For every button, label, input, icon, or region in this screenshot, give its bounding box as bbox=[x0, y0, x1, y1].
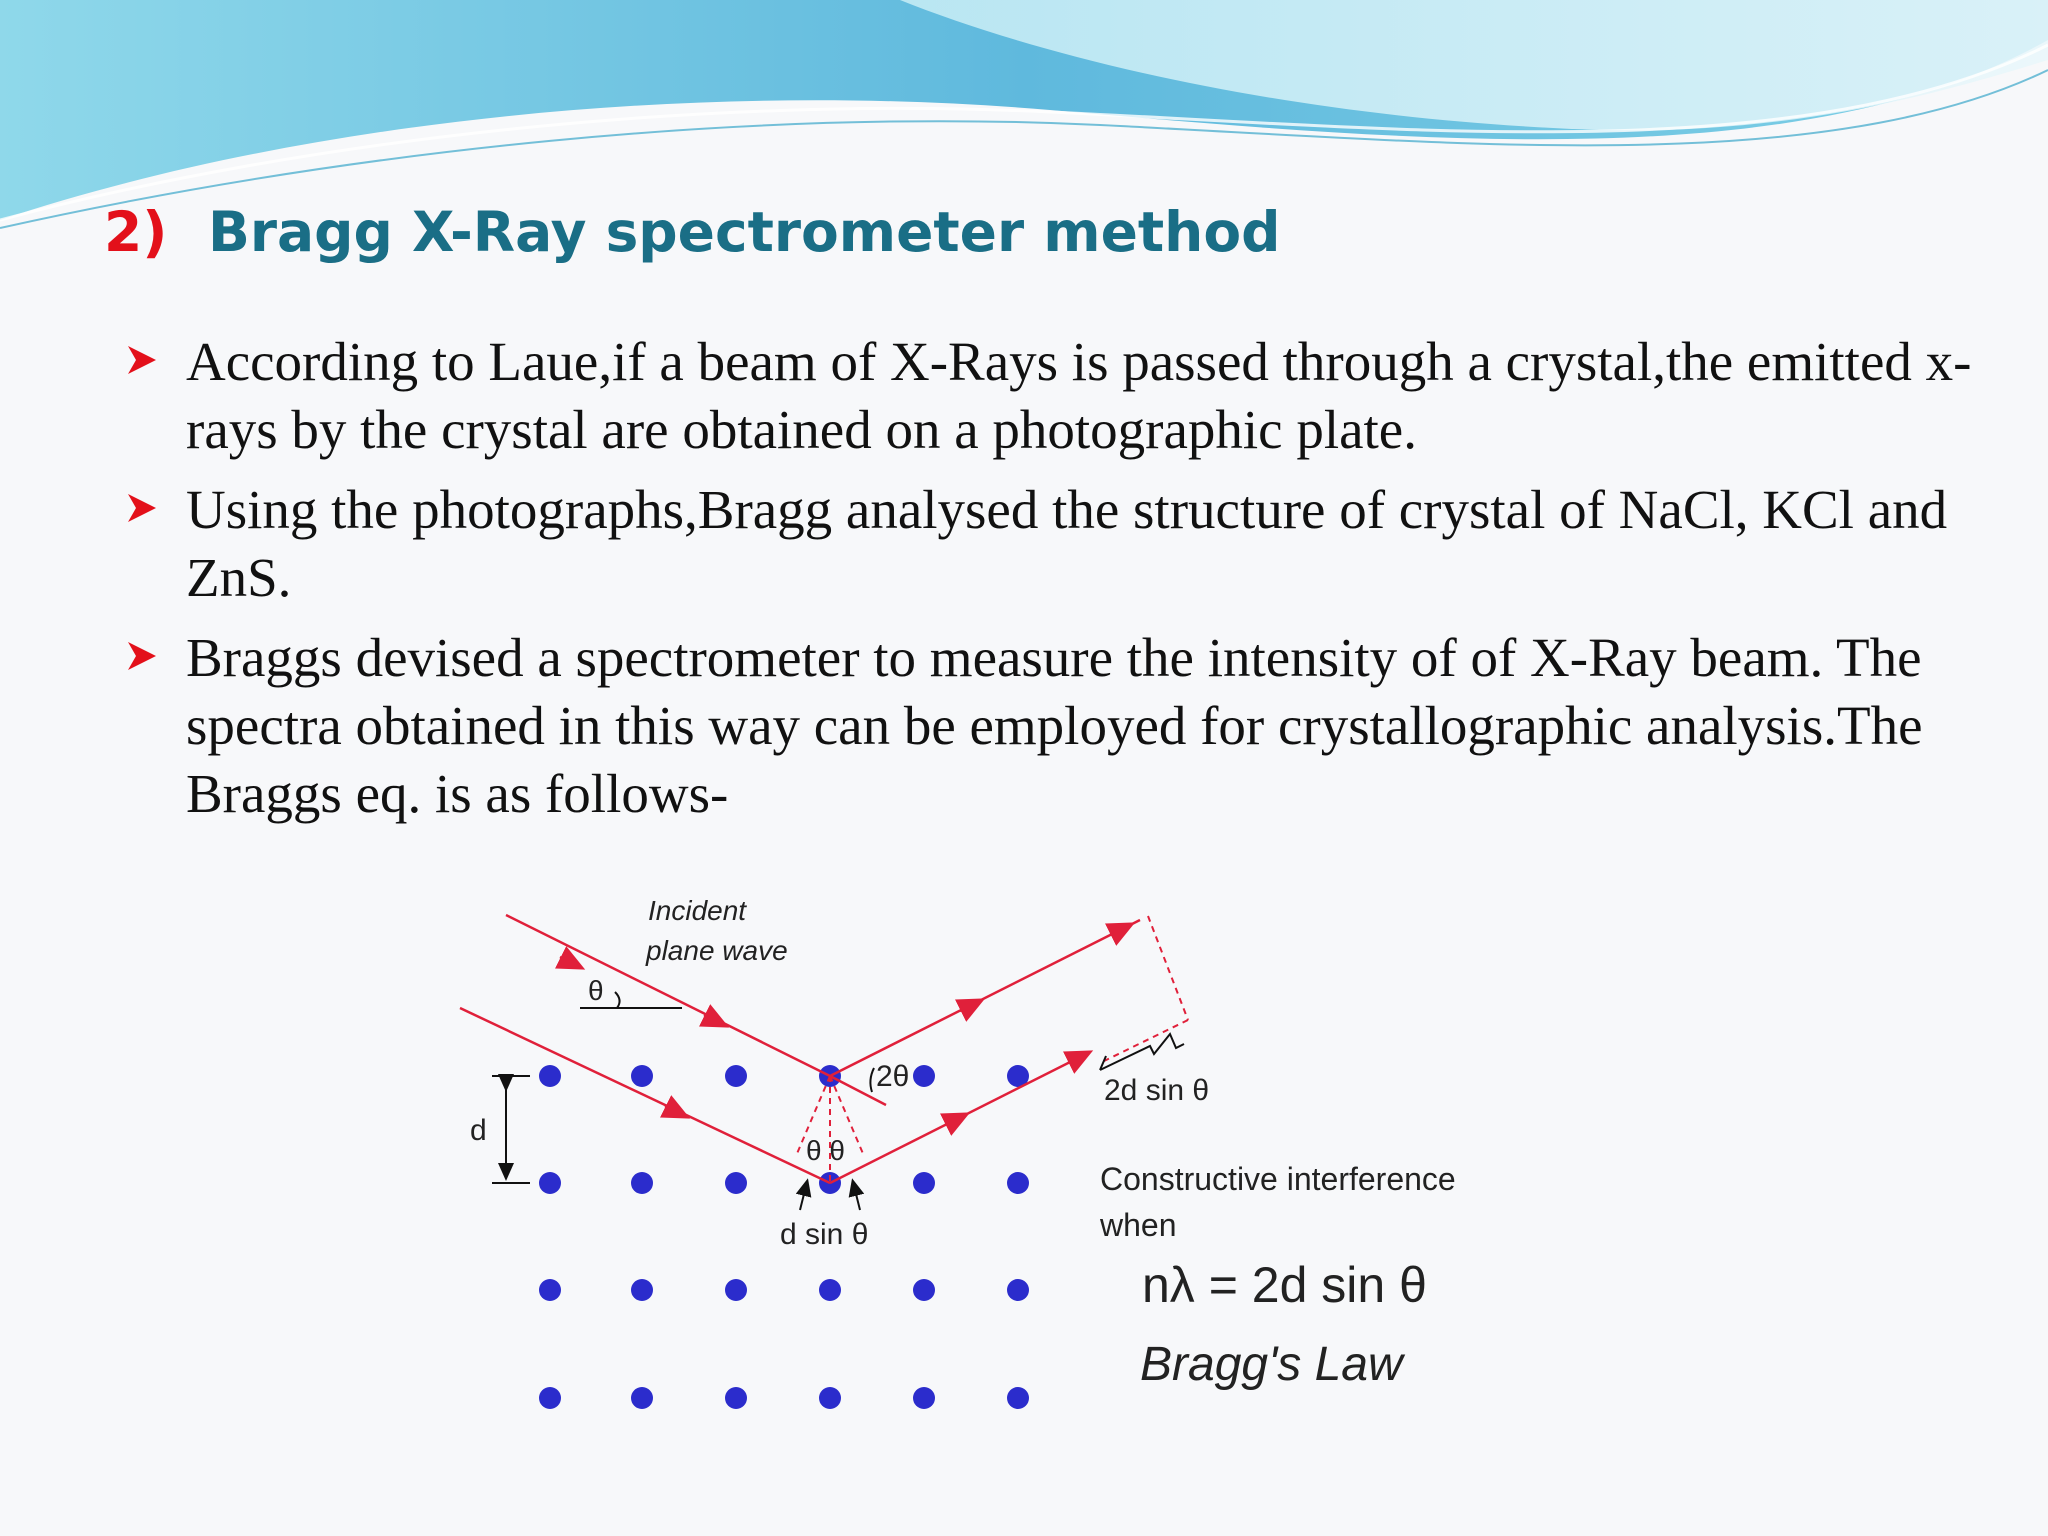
when-label: when bbox=[1100, 1207, 1177, 1243]
bullet-text: According to Laue,if a beam of X-Rays is passed through a crystal,the emitted x-rays by the crystal are obtained on a photographic plate. bbox=[186, 331, 1972, 460]
atom bbox=[913, 1065, 935, 1087]
arrow-bullet-icon bbox=[124, 488, 160, 528]
title-number: 2) bbox=[104, 200, 168, 264]
arrow-bullet-icon bbox=[124, 636, 160, 676]
atom bbox=[725, 1387, 747, 1409]
atom bbox=[819, 1279, 841, 1301]
theta-label: θ bbox=[588, 975, 604, 1006]
atom bbox=[725, 1172, 747, 1194]
d-spacing-marker bbox=[492, 1076, 530, 1183]
bullet-text: Using the photographs,Bragg analysed the structure of crystal of NaCl, KCl and ZnS. bbox=[186, 479, 1948, 608]
x-ray-paths bbox=[460, 915, 1140, 1183]
theta-theta-label: θ θ bbox=[806, 1135, 845, 1166]
incident-label-line1: Incident bbox=[648, 895, 747, 926]
bragg-equation: nλ = 2d sin θ bbox=[1142, 1257, 1427, 1313]
constructive-interference-label: Constructive interference bbox=[1100, 1161, 1456, 1197]
bragg-law-label: Bragg's Law bbox=[1140, 1338, 1403, 1391]
atom bbox=[631, 1172, 653, 1194]
two-d-sin-theta-label: 2d sin θ bbox=[1104, 1074, 1210, 1107]
d-sin-theta-label: d sin θ bbox=[780, 1218, 869, 1251]
bullet-item bbox=[124, 328, 2004, 464]
atom bbox=[539, 1387, 561, 1409]
construction-lines bbox=[796, 916, 1188, 1183]
atom bbox=[1007, 1387, 1029, 1409]
atom bbox=[539, 1065, 561, 1087]
bullet-item bbox=[124, 476, 2004, 612]
bullet-item bbox=[124, 624, 2004, 828]
atom bbox=[1007, 1279, 1029, 1301]
atom bbox=[913, 1387, 935, 1409]
atom bbox=[631, 1279, 653, 1301]
bullet-list bbox=[124, 328, 2004, 840]
incident-ray-lower bbox=[460, 1008, 830, 1183]
incident-label-line2: plane wave bbox=[646, 935, 788, 966]
atom bbox=[631, 1065, 653, 1087]
atom bbox=[819, 1387, 841, 1409]
reflected-ray-upper bbox=[830, 920, 1140, 1076]
atom bbox=[913, 1172, 935, 1194]
bullet-text: Braggs devised a spectrometer to measure the intensity of of X-Ray beam. The spectra obtained in this way can be employed for crystallographic analysis.The Braggs eq. is as follows- bbox=[186, 627, 1923, 824]
two-theta-label: 2θ bbox=[876, 1060, 910, 1093]
atom bbox=[725, 1279, 747, 1301]
atom bbox=[539, 1172, 561, 1194]
atom bbox=[1007, 1172, 1029, 1194]
atom bbox=[725, 1065, 747, 1087]
title-text: Bragg X-Ray spectrometer method bbox=[208, 200, 1281, 264]
atom bbox=[631, 1387, 653, 1409]
arrow-bullet-icon bbox=[124, 340, 160, 380]
atom bbox=[913, 1279, 935, 1301]
atom bbox=[539, 1279, 561, 1301]
d-label: d bbox=[470, 1114, 487, 1147]
slide-title bbox=[104, 200, 1280, 264]
bragg-diagram bbox=[440, 880, 1520, 1440]
reflected-ray-lower bbox=[830, 1052, 1090, 1183]
